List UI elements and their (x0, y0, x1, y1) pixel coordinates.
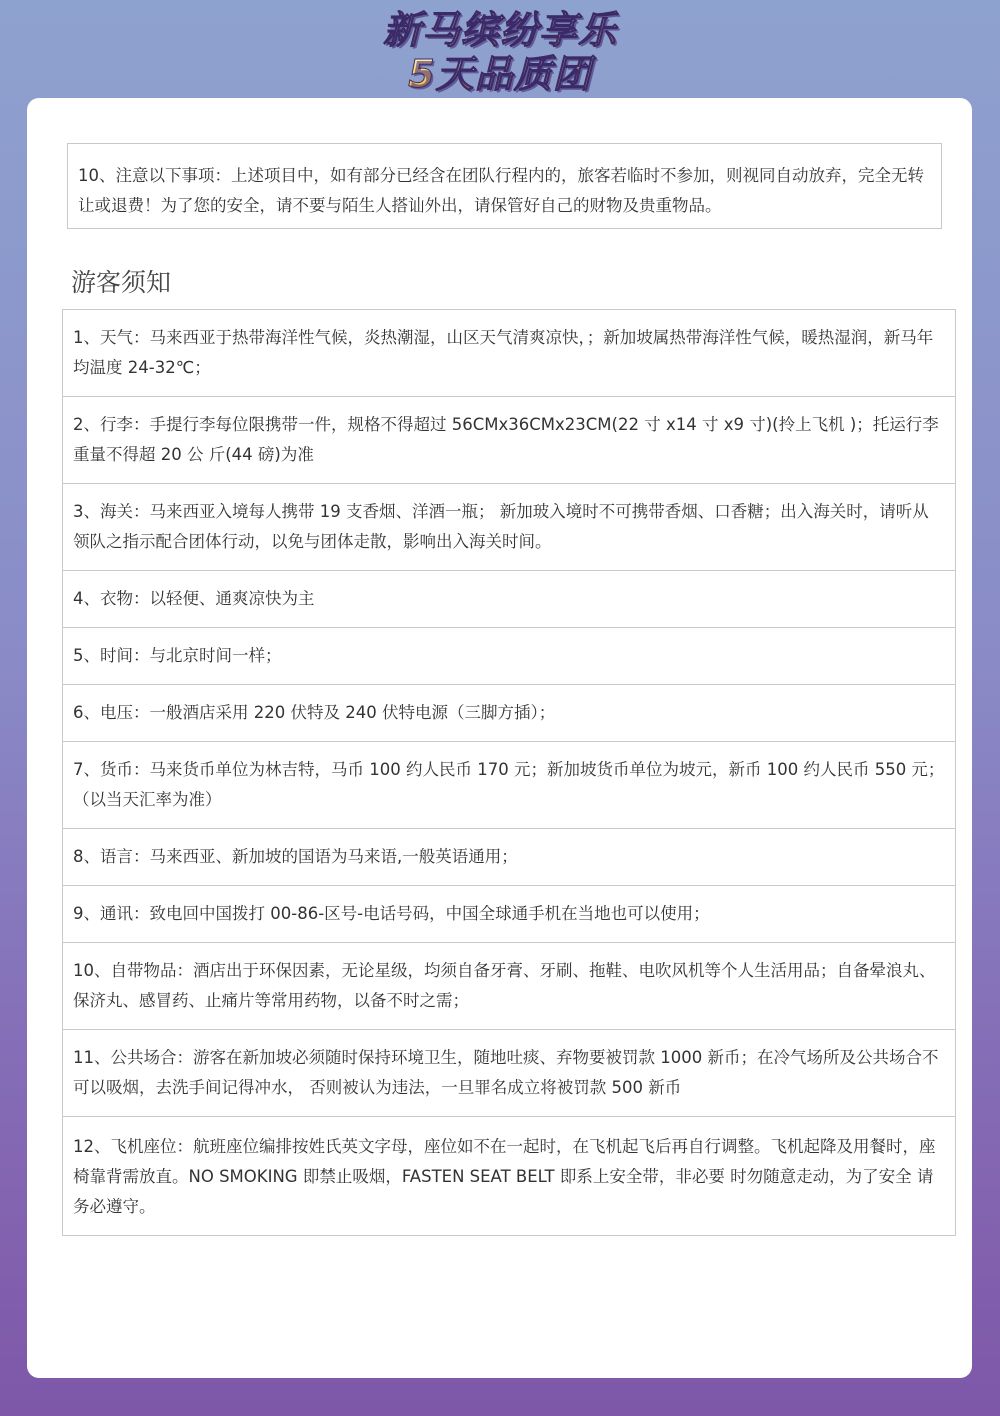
rule-text: 2、行李：手提行李每位限携带一件，规格不得超过 56CMx36CMx23CM(22 寸 x14 寸 x9 寸)(拎上飞机 )；托运行李重量不得超 20 公 斤(44 磅)为准 (73, 415, 939, 464)
rule-row-communication (63, 886, 955, 943)
rule-row-items (63, 943, 955, 1030)
rule-row-currency (63, 742, 955, 829)
rule-text: 4、衣物：以轻便、通爽凉快为主 (73, 589, 315, 608)
rule-text: 11、公共场合：游客在新加坡必须随时保持环境卫生，随地吐痰、弃物要被罚款 1000 新币；在冷气场所及公共场合不可以吸烟，去洗手间记得冲水， 否则被认为违法，一旦罪名成立将被罚款 500 新币 (73, 1048, 939, 1097)
title-line-2: 5天品质团 (0, 52, 1000, 96)
rule-text: 9、通讯：致电回中国拨打 00-86-区号-电话号码，中国全球通手机在当地也可以使用； (73, 904, 710, 923)
rule-row-time (63, 628, 955, 685)
rule-text: 6、电压：一般酒店采用 220 伏特及 240 伏特电源（三脚方插）； (73, 703, 556, 722)
rule-row-weather (63, 310, 955, 397)
rule-row-luggage (63, 397, 955, 484)
rules-table (62, 309, 956, 1236)
notice-text: 10、注意以下事项：上述项目中，如有部分已经含在团队行程内的，旅客若临时不参加，则视同自动放弃，完全无转让或退费！为了您的安全，请不要与陌生人搭讪外出，请保管好自己的财物及贵重物品。 (78, 166, 924, 215)
title-line-1: 新马缤纷享乐 (0, 8, 1000, 52)
content-card (27, 98, 972, 1378)
rule-text: 5、时间：与北京时间一样； (73, 646, 282, 665)
rule-row-voltage (63, 685, 955, 742)
rule-text: 8、语言：马来西亚、新加坡的国语为马来语,一般英语通用； (73, 847, 518, 866)
rule-text: 7、货币：马来货币单位为林吉特，马币 100 约人民币 170 元；新加坡货币单位为坡元，新币 100 约人民币 550 元；（以当天汇率为准） (73, 760, 945, 809)
rule-row-customs (63, 484, 955, 571)
rule-row-language (63, 829, 955, 886)
notice-box (67, 143, 942, 229)
rule-text: 10、自带物品：酒店出于环保因素，无论星级，均须自备牙膏、牙刷、拖鞋、电吹风机等个人生活用品；自备晕浪丸、保济丸、感冒药、止痛片等常用药物，以备不时之需； (73, 961, 936, 1010)
rule-text: 1、天气：马来西亚于热带海洋性气候，炎热潮湿，山区天气清爽凉快，；新加坡属热带海洋性气候，暖热湿润，新马年均温度 24-32℃； (73, 328, 934, 377)
rule-row-seating (63, 1117, 955, 1235)
rule-text: 3、海关：马来西亚入境每人携带 19 支香烟、洋酒一瓶； 新加玻入境时不可携带香烟、口香糖；出入海关时，请听从领队之指示配合团体行动，以免与团体走散，影响出入海关时间。 (73, 502, 929, 551)
rule-row-clothing (63, 571, 955, 628)
section-title: 游客须知 (71, 268, 172, 297)
rule-text: 12、飞机座位：航班座位编排按姓氏英文字母，座位如不在一起时，在飞机起飞后再自行调整。飞机起降及用餐时，座椅靠背需放直。NO SMOKING 即禁止吸烟，FASTEN SEAT BELT 即系上安全带，非必要 时勿随意走动，为了安全 请务必遵守。 (73, 1137, 936, 1216)
title-logo (0, 8, 1000, 96)
rule-row-public (63, 1030, 955, 1117)
